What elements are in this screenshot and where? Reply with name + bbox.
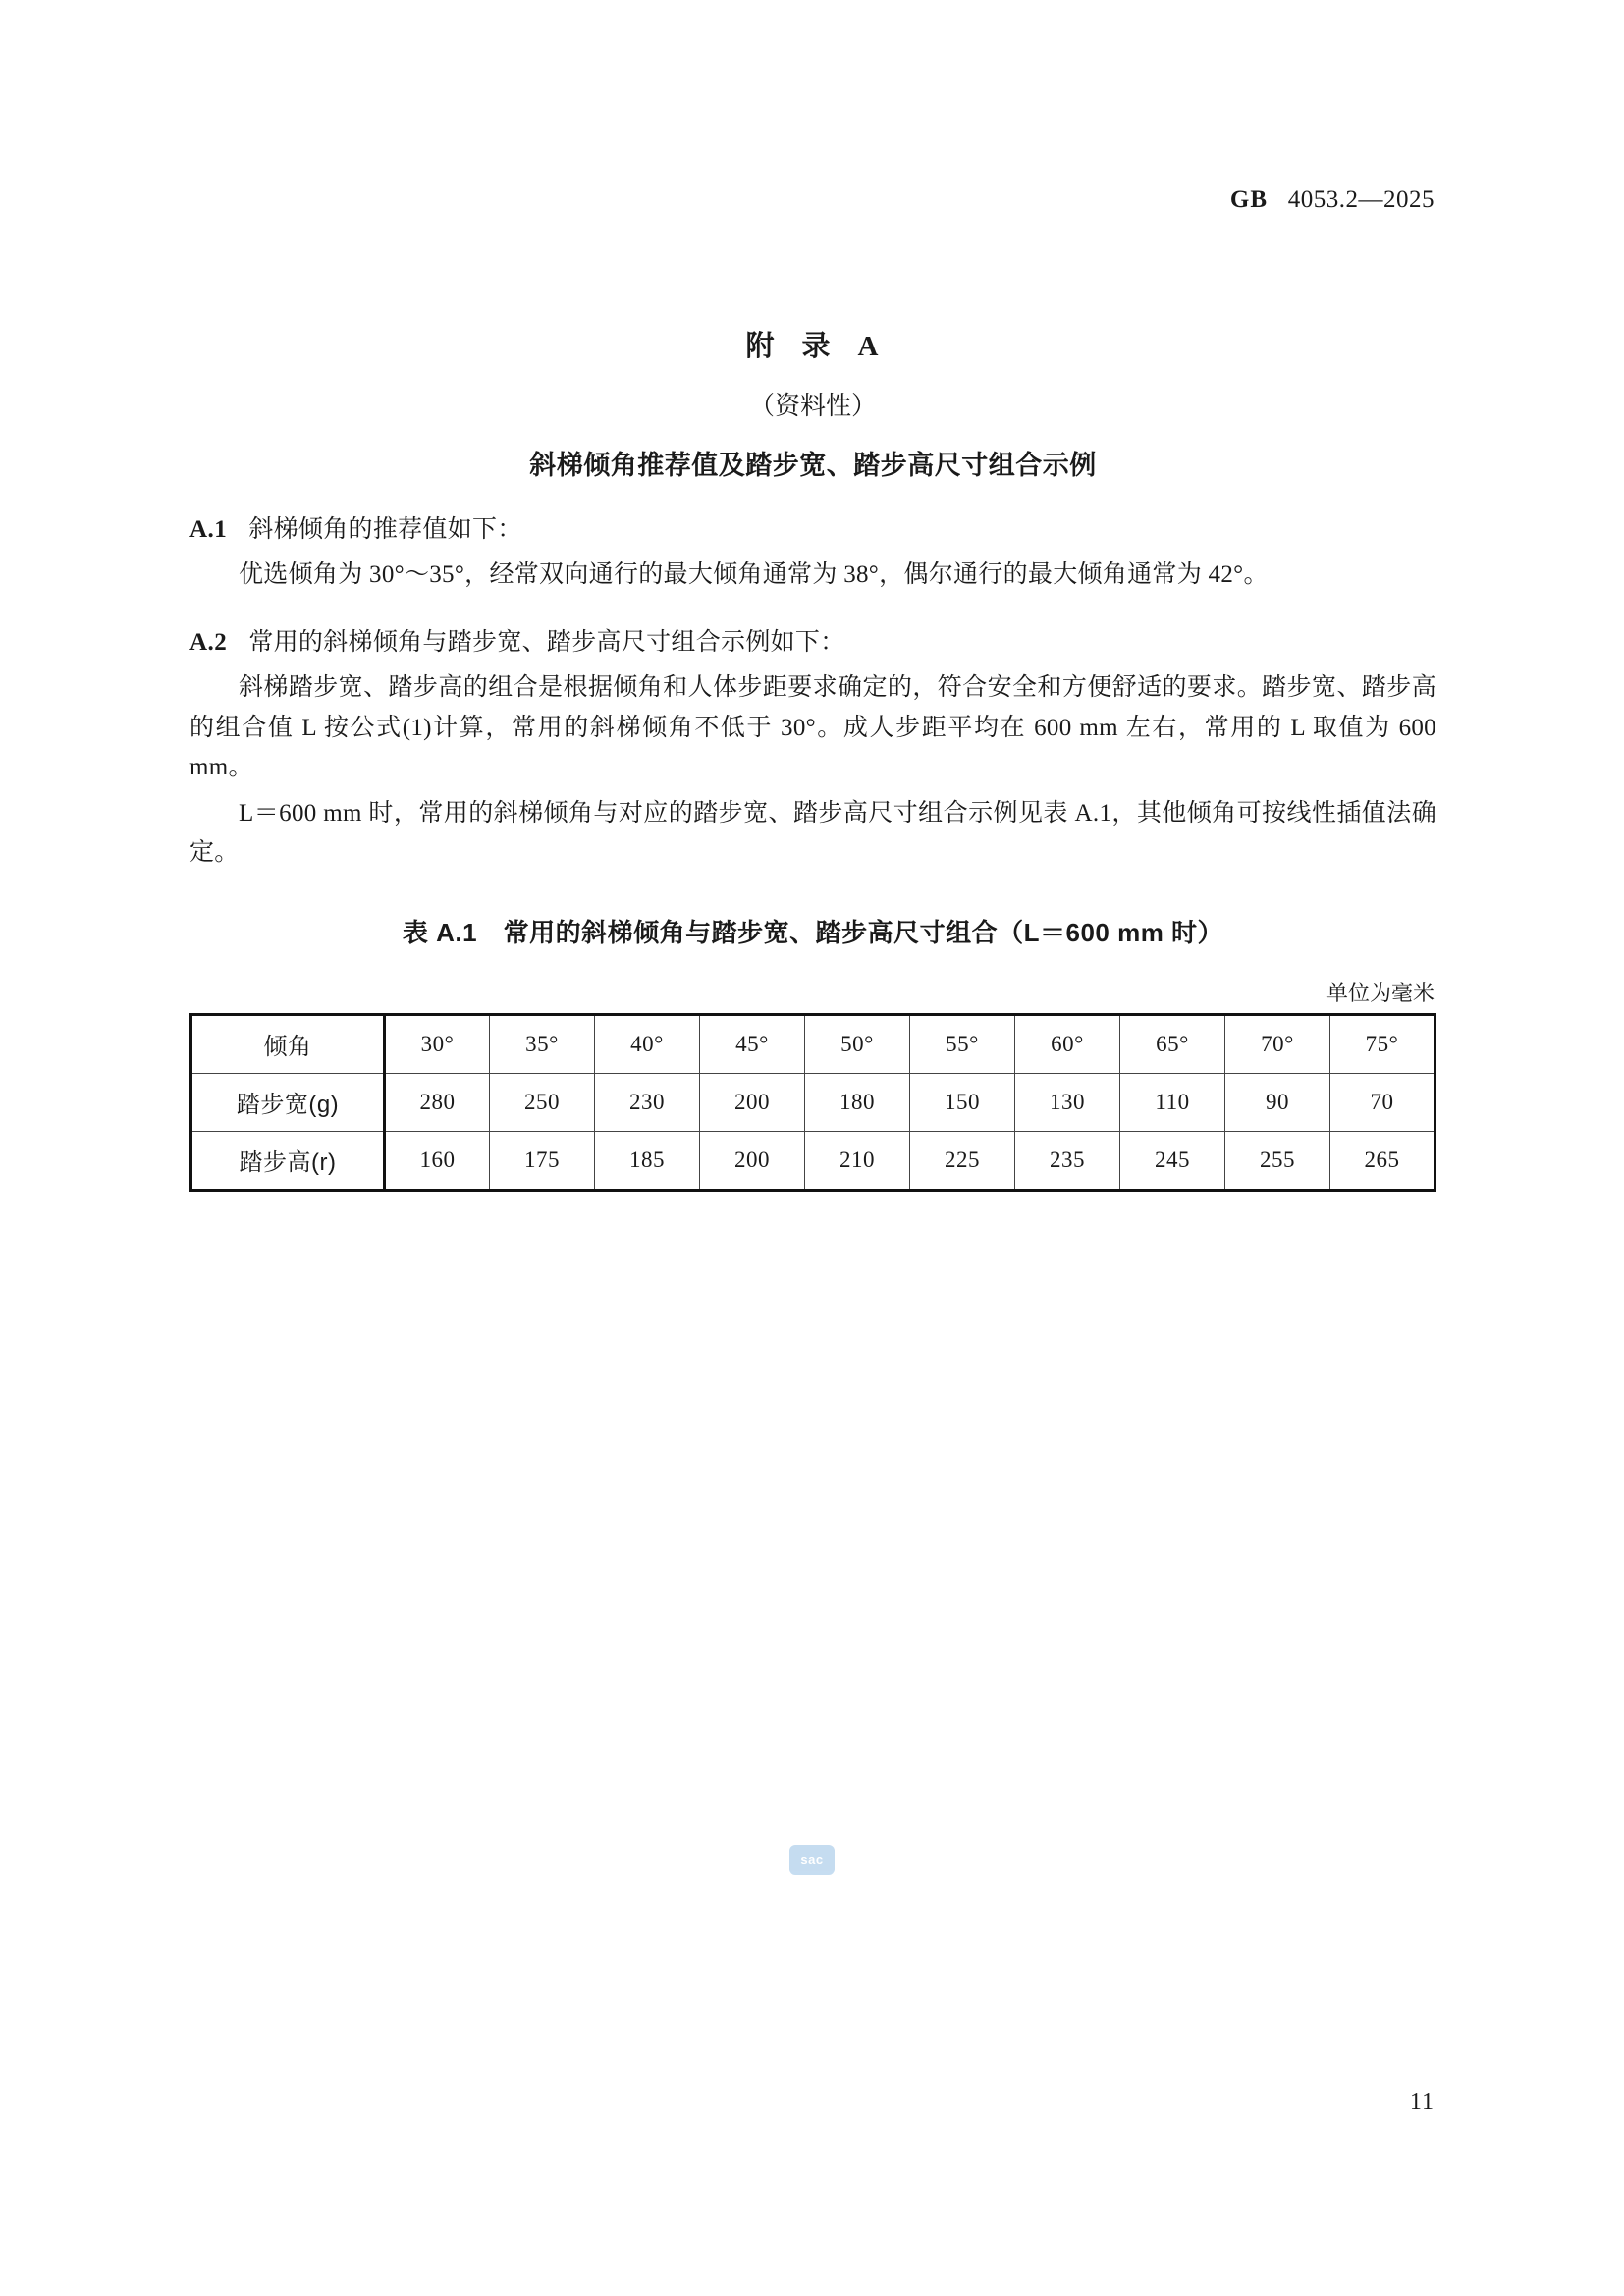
table-cell-riser-height: 160 bbox=[385, 1131, 490, 1190]
table-cell-angle: 50° bbox=[805, 1014, 910, 1073]
table-cell-angle: 65° bbox=[1120, 1014, 1225, 1073]
clause-a2-title: 常用的斜梯倾角与踏步宽、踏步高尺寸组合示例如下： bbox=[248, 629, 845, 657]
page-content bbox=[189, 294, 1436, 1192]
table-cell-riser-height: 265 bbox=[1330, 1131, 1435, 1190]
table-cell-tread-width: 110 bbox=[1120, 1073, 1225, 1131]
annex-title-word1: 附 bbox=[745, 331, 777, 362]
running-header bbox=[1230, 187, 1435, 214]
table-cell-riser-height: 200 bbox=[700, 1131, 805, 1190]
table-cell-angle: 75° bbox=[1330, 1014, 1435, 1073]
table-cell-riser-height: 210 bbox=[805, 1131, 910, 1190]
annex-kind: （资料性） bbox=[748, 391, 877, 420]
table-cell-riser-height: 245 bbox=[1120, 1131, 1225, 1190]
table-cell-tread-width: 180 bbox=[805, 1073, 910, 1131]
table-row-angle bbox=[191, 1014, 1435, 1073]
dimension-combination-table bbox=[189, 1013, 1436, 1192]
table-row-tread-width bbox=[191, 1073, 1435, 1131]
clause-a2-paragraph-1: 斜梯踏步宽、踏步高的组合是根据倾角和人体步距要求确定的，符合安全和方便舒适的要求。踏步宽、踏步高的组合值 L 按公式(1)计算，常用的斜梯倾角不低于 30°。成人步距平均在 600 mm 左右，常用的 L 取值为 600 mm。 bbox=[189, 674, 1436, 780]
table-cell-angle: 30° bbox=[385, 1014, 490, 1073]
page-number: 11 bbox=[1409, 2089, 1435, 2114]
standard-prefix: GB bbox=[1229, 187, 1268, 213]
row-header-tread-width: 踏步宽(g) bbox=[191, 1073, 385, 1131]
table-cell-angle: 55° bbox=[910, 1014, 1015, 1073]
sac-watermark-logo: sac bbox=[789, 1845, 835, 1875]
table-cell-tread-width: 130 bbox=[1015, 1073, 1120, 1131]
table-cell-riser-height: 255 bbox=[1225, 1131, 1330, 1190]
table-cell-riser-height: 235 bbox=[1015, 1131, 1120, 1190]
table-cell-tread-width: 230 bbox=[595, 1073, 700, 1131]
table-cell-tread-width: 70 bbox=[1330, 1073, 1435, 1131]
clause-a1-title: 斜梯倾角的推荐值如下： bbox=[248, 516, 522, 543]
row-header-angle: 倾角 bbox=[191, 1014, 385, 1073]
clause-a1-paragraph-1: 优选倾角为 30°～35°，经常双向通行的最大倾角通常为 38°，偶尔通行的最大倾角通常为 42°。 bbox=[239, 561, 1269, 588]
table-cell-tread-width: 250 bbox=[490, 1073, 595, 1131]
table-cell-riser-height: 175 bbox=[490, 1131, 595, 1190]
table-cell-angle: 45° bbox=[700, 1014, 805, 1073]
table-cell-angle: 40° bbox=[595, 1014, 700, 1073]
table-cell-angle: 60° bbox=[1015, 1014, 1120, 1073]
clause-a2-number: A.2 bbox=[189, 629, 228, 657]
row-header-riser-height: 踏步高(r) bbox=[191, 1131, 385, 1190]
table-row-riser-height bbox=[191, 1131, 1435, 1190]
table-unit-note: 单位为毫米 bbox=[1326, 980, 1435, 1005]
table-cell-riser-height: 225 bbox=[910, 1131, 1015, 1190]
table-cell-riser-height: 185 bbox=[595, 1131, 700, 1190]
clause-a1-number: A.1 bbox=[189, 516, 228, 543]
table-cell-angle: 35° bbox=[490, 1014, 595, 1073]
standard-number: 4053.2—2025 bbox=[1287, 187, 1435, 213]
clause-a2-heading bbox=[189, 624, 1436, 663]
annex-subtitle: 斜梯倾角推荐值及踏步宽、踏步高尺寸组合示例 bbox=[529, 451, 1097, 480]
annex-title-word2: 录 bbox=[801, 331, 833, 362]
table-caption: 表 A.1 常用的斜梯倾角与踏步宽、踏步高尺寸组合（L＝600 mm 时） bbox=[402, 917, 1224, 947]
table-cell-tread-width: 90 bbox=[1225, 1073, 1330, 1131]
table-cell-angle: 70° bbox=[1225, 1014, 1330, 1073]
annex-title-letter: A bbox=[857, 331, 881, 362]
table-cell-tread-width: 280 bbox=[385, 1073, 490, 1131]
table-cell-tread-width: 150 bbox=[910, 1073, 1015, 1131]
table-cell-tread-width: 200 bbox=[700, 1073, 805, 1131]
annex-title bbox=[189, 324, 1436, 364]
clause-a1-heading bbox=[189, 511, 1436, 550]
clause-a2-paragraph-2: L＝600 mm 时，常用的斜梯倾角与对应的踏步宽、踏步高尺寸组合示例见表 A.1，其他倾角可按线性插值法确定。 bbox=[189, 799, 1436, 866]
